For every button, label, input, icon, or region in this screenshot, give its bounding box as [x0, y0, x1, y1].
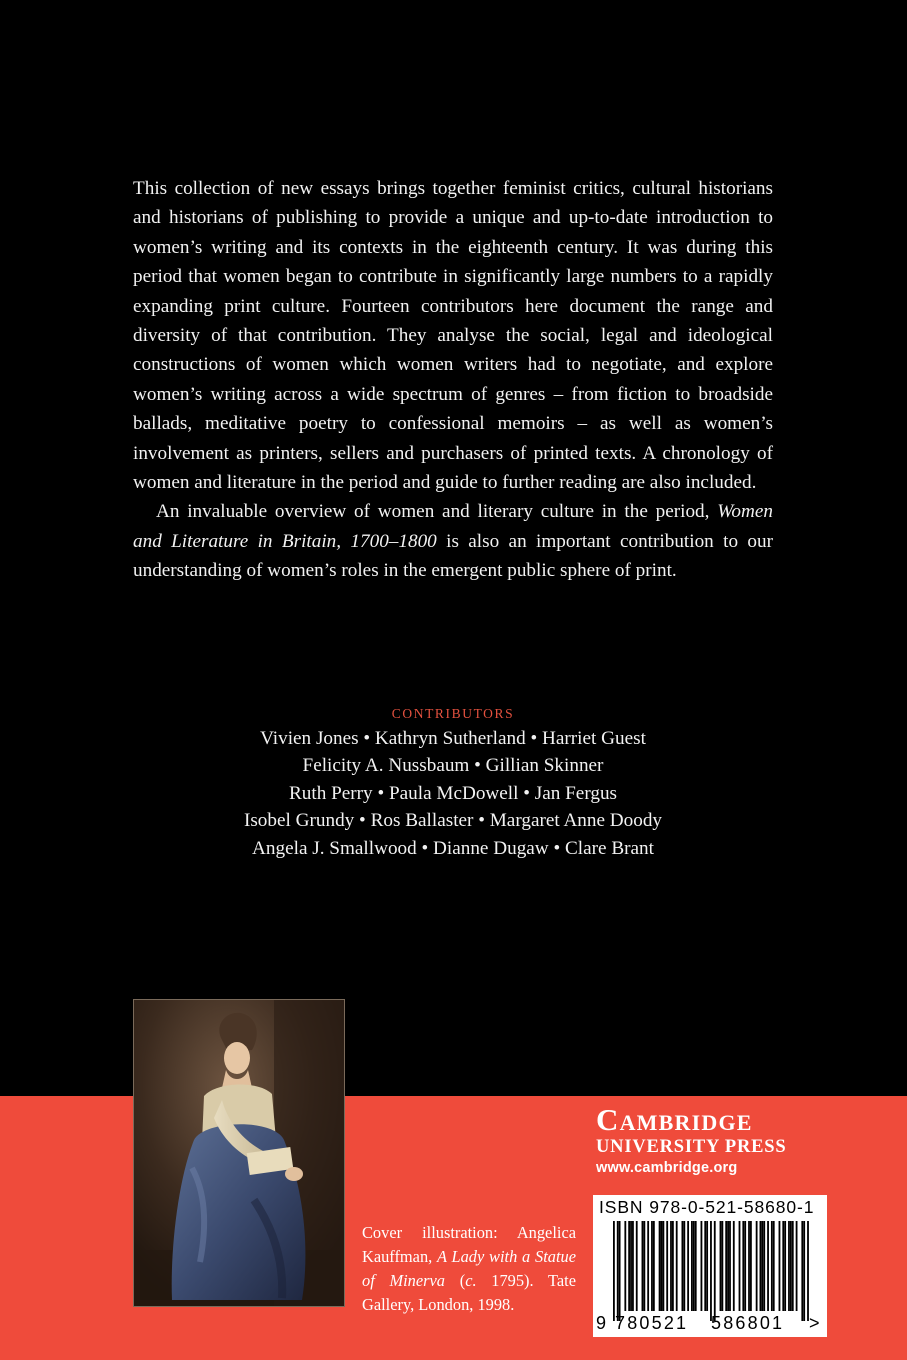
barcode-bar: [744, 1221, 746, 1311]
barcode-bar: [773, 1221, 775, 1311]
contributors-section: [133, 704, 773, 862]
barcode-bar: [666, 1221, 668, 1311]
barcode-bar: [636, 1221, 638, 1311]
barcode-bar: [662, 1221, 664, 1311]
barcode-bar: [683, 1221, 685, 1311]
barcode-bar: [706, 1221, 708, 1311]
barcode-bar: [682, 1221, 684, 1311]
barcode-bar: [750, 1221, 752, 1311]
barcode-bar: [767, 1221, 769, 1311]
caption-part-1: Cover illustration: Angelica Kauffman,: [362, 1223, 576, 1266]
barcode-bar: [760, 1221, 762, 1311]
barcode-bar: [653, 1221, 655, 1311]
barcode-bar: [710, 1221, 712, 1321]
barcode-first-digit: 9: [596, 1313, 607, 1333]
barcode-bar: [676, 1221, 678, 1311]
contributors-line: Felicity A. Nussbaum • Gillian Skinner: [302, 755, 604, 777]
barcode-bar: [788, 1221, 790, 1311]
barcode-bar: [727, 1221, 729, 1311]
publisher-name: Cambridge: [596, 1102, 753, 1137]
book-title: Women and Literature in Britain, 1700–1800: [133, 501, 773, 552]
barcode-bar: [628, 1221, 630, 1311]
barcode-bar: [687, 1221, 689, 1311]
barcode-bar: [701, 1221, 703, 1311]
caption-text: [362, 1221, 576, 1317]
barcode-arrow: >: [809, 1313, 820, 1333]
publisher-url: www.cambridge.org: [596, 1160, 738, 1176]
barcode-bar: [779, 1221, 781, 1311]
barcode-bar: [803, 1221, 805, 1321]
barcode-right-group: 586801: [711, 1313, 785, 1333]
isbn-label: ISBN 978-0-521-58680-1: [599, 1197, 815, 1217]
barcode-bar: [796, 1221, 798, 1311]
barcode-bar: [691, 1221, 693, 1311]
barcode-bar: [617, 1221, 619, 1321]
barcode-bar: [784, 1221, 786, 1311]
barcode-bar: [782, 1221, 784, 1311]
cover-illustration-caption: [362, 1221, 576, 1317]
barcode-bar: [790, 1221, 792, 1311]
blurb-paragraph-1: This collection of new essays brings together feminist critics, cultural historians and historians of publishing to provide a unique and up-to-date introduction to women’s writing and its contexts in the eighteenth century. It was during this period that women began to contribute in significantly large numbers to a rapidly expanding print culture. Fourteen contributors here document the range and diversity of that contribution. They analyse the social, legal and ideological constructions of women which women writers had to negotiate, and explore women’s writing across a wide spectrum of genres – from fiction to broadside ballads, meditative poetry to confessional memoirs – as well as women’s involvement as printers, sellers and purchasers of printed texts. A chronology of women and literature in the period and guide to further reading are also included.: [133, 178, 773, 494]
barcode-bar: [613, 1221, 615, 1321]
painting-image: [134, 1000, 344, 1306]
barcode-bar: [630, 1221, 632, 1311]
caption-part-2: (: [445, 1271, 466, 1290]
barcode-bar: [651, 1221, 653, 1311]
barcode-bar: [714, 1221, 716, 1321]
barcode-bar: [801, 1221, 803, 1321]
barcode-bar: [720, 1221, 722, 1311]
barcode-bar: [632, 1221, 634, 1311]
contributors-line: Isobel Grundy • Ros Ballaster • Margaret Anne Doody: [243, 810, 663, 832]
barcode-digits: [593, 1311, 827, 1335]
barcode-bar: [725, 1221, 727, 1311]
caption-part-3: 1795). Tate Gallery, London, 1998.: [362, 1271, 577, 1314]
caption-circa: c.: [465, 1271, 477, 1290]
barcode-bar: [670, 1221, 672, 1311]
barcode-bar: [739, 1221, 741, 1311]
barcode-bar: [659, 1221, 661, 1311]
barcode-bar: [643, 1221, 645, 1311]
barcode-bar: [704, 1221, 706, 1311]
barcode-left-group: 780521: [615, 1313, 689, 1333]
barcode-bar: [624, 1221, 626, 1311]
barcode-bar: [756, 1221, 758, 1311]
blurb-paragraph-2-end: is also an important contribution to our understanding of women’s roles in the emergent public sphere of print.: [133, 530, 773, 582]
isbn-barcode: [593, 1195, 827, 1337]
blurb-paragraph-2: [133, 497, 773, 585]
barcode-bar: [693, 1221, 695, 1311]
barcode-bar: [733, 1221, 735, 1311]
blurb-text: [133, 174, 773, 586]
barcode-bar: [672, 1221, 674, 1311]
contributors-line: Angela J. Smallwood • Dianne Dugaw • Clare Brant: [252, 837, 654, 859]
barcode-bar: [807, 1221, 809, 1321]
publisher-logo: [596, 1104, 826, 1178]
contributors-line: Vivien Jones • Kathryn Sutherland • Harriet Guest: [260, 728, 646, 749]
barcode-bar: [729, 1221, 731, 1311]
barcode-bar: [695, 1221, 697, 1311]
barcode-bar: [763, 1221, 765, 1311]
barcode-bar: [761, 1221, 763, 1311]
painting-title: A Lady with a Statue of Minerva: [362, 1247, 576, 1290]
contributors-heading: CONTRIBUTORS: [391, 706, 515, 721]
publisher-subtitle: UNIVERSITY PRESS: [596, 1137, 787, 1157]
barcode-bar: [619, 1221, 621, 1321]
barcode-bar: [792, 1221, 794, 1311]
barcode-bar: [721, 1221, 723, 1311]
contributors-line: Ruth Perry • Paula McDowell • Jan Fergus: [288, 782, 618, 804]
barcode-bar: [647, 1221, 649, 1311]
barcode-bar: [661, 1221, 663, 1311]
blurb-paragraph-2-start: An invaluable overview of women and literary culture in the period,: [156, 501, 718, 523]
cover-painting: [133, 999, 345, 1307]
barcode-bar: [642, 1221, 644, 1311]
barcode-bar: [748, 1221, 750, 1311]
barcode-bar: [771, 1221, 773, 1311]
barcode-bar: [742, 1221, 744, 1311]
